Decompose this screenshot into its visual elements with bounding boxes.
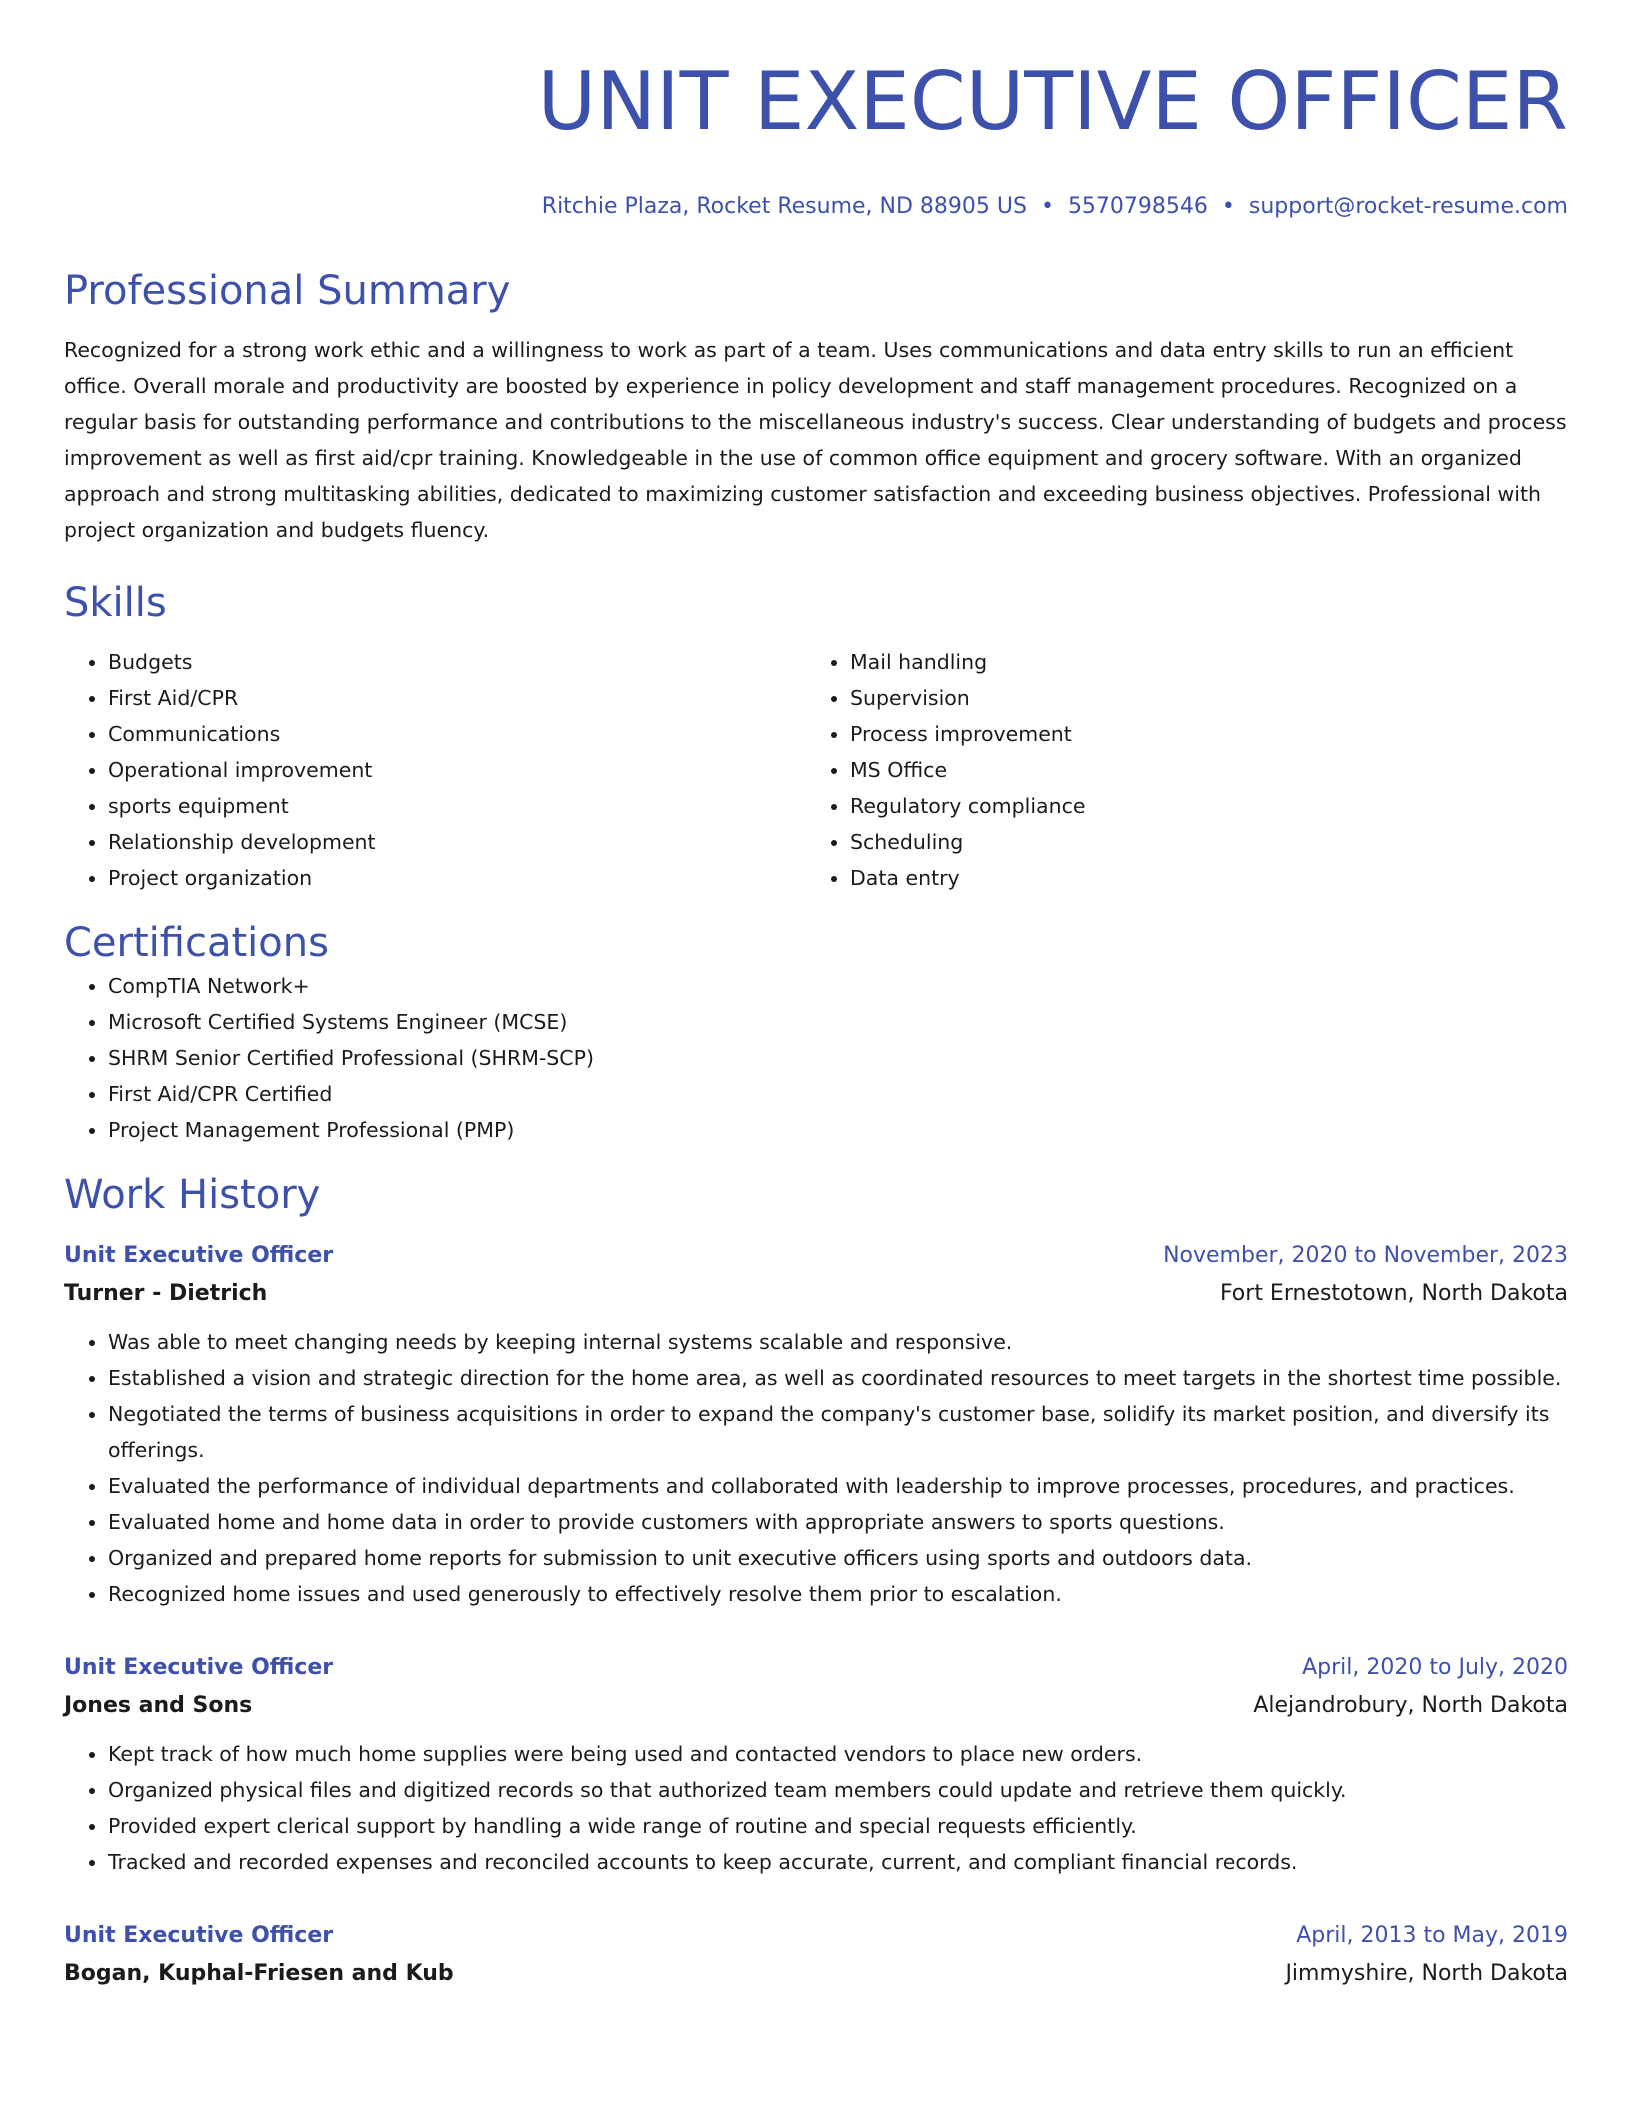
certification-item: • First Aid/CPR Certified xyxy=(108,1076,1568,1112)
contact-line xyxy=(64,192,1568,222)
job-bullet: • Established a vision and strategic direction for the home area, as well as coordinated resources to meet targets in the shortest time possible. xyxy=(108,1360,1568,1396)
job-location: Jimmyshire, North Dakota xyxy=(1285,1961,1568,1986)
job-company-row xyxy=(64,1274,1568,1314)
job-company: Turner - Dietrich xyxy=(64,1281,268,1306)
summary-paragraph: Recognized for a strong work ethic and a willingness to work as part of a team. Uses communications and data entry skills to run an efficient office. Overall morale and productivity are boosted by experience in policy development and staff management procedures. Recognized on a regular basis for outstanding performance and contributions to the miscellaneous industry's success. Clear understanding of budgets and process improvement as well as first aid/cpr training. Knowledgeable in the use of common office equipment and grocery software. With an organized approach and strong multitasking abilities, dedicated to maximizing customer satisfaction and exceeding business objectives. Professional with project organization and budgets fluency. xyxy=(64,338,1567,542)
job-bullet: • Negotiated the terms of business acquisitions in order to expand the company's customer base, solidify its market position, and diversify its offerings. xyxy=(108,1396,1568,1468)
contact-address: Ritchie Plaza, Rocket Resume, ND 88905 US xyxy=(541,194,1027,219)
skills-columns xyxy=(64,644,1568,896)
skill-item: • Communications xyxy=(108,716,806,752)
job-entry xyxy=(64,1918,1568,1994)
skill-item: • MS Office xyxy=(850,752,1548,788)
section-title-summary: Professional Summary xyxy=(64,268,511,314)
job-bullets xyxy=(64,1324,1568,1612)
job-title: Unit Executive Officer xyxy=(64,1923,334,1948)
job-entry xyxy=(64,1238,1568,1612)
job-bullet: • Provided expert clerical support by handling a wide range of routine and special requests efficiently. xyxy=(108,1808,1568,1844)
job-dates: November, 2020 to November, 2023 xyxy=(1163,1243,1568,1268)
contact-phone[interactable]: 5570798546 xyxy=(1067,194,1208,219)
job-bullet: • Kept track of how much home supplies were being used and contacted vendors to place new orders. xyxy=(108,1736,1568,1772)
skill-item: • Relationship development xyxy=(108,824,806,860)
job-bullet: • Evaluated the performance of individual departments and collaborated with leadership to improve processes, procedures, and practices. xyxy=(108,1468,1568,1504)
skill-item: • Operational improvement xyxy=(108,752,806,788)
job-dates: April, 2020 to July, 2020 xyxy=(1302,1655,1568,1680)
certification-item: • Microsoft Certified Systems Engineer (MCSE) xyxy=(108,1004,1568,1040)
job-header-row xyxy=(64,1918,1568,1954)
job-bullet: • Tracked and recorded expenses and reconciled accounts to keep accurate, current, and compliant financial records. xyxy=(108,1844,1568,1880)
candidate-title: UNIT EXECUTIVE OFFICER xyxy=(537,55,1568,148)
job-bullet: • Organized and prepared home reports for submission to unit executive officers using sports and outdoors data. xyxy=(108,1540,1568,1576)
skill-item: • Scheduling xyxy=(850,824,1548,860)
section-title-certifications: Certifications xyxy=(64,920,329,966)
job-bullets xyxy=(64,1736,1568,1880)
job-company: Jones and Sons xyxy=(64,1693,253,1718)
job-location: Fort Ernestotown, North Dakota xyxy=(1219,1281,1568,1306)
skills-list-left xyxy=(64,644,806,896)
job-title: Unit Executive Officer xyxy=(64,1655,334,1680)
section-title-work-history: Work History xyxy=(64,1172,321,1218)
job-title: Unit Executive Officer xyxy=(64,1243,334,1268)
job-bullet: • Was able to meet changing needs by keeping internal systems scalable and responsive. xyxy=(108,1324,1568,1360)
job-bullet: • Recognized home issues and used generously to effectively resolve them prior to escalation. xyxy=(108,1576,1568,1612)
skill-item: • Project organization xyxy=(108,860,806,896)
contact-email[interactable]: support@rocket-resume.com xyxy=(1248,194,1568,219)
job-header-row xyxy=(64,1650,1568,1686)
skill-item: • First Aid/CPR xyxy=(108,680,806,716)
skill-item: • Regulatory compliance xyxy=(850,788,1548,824)
job-company: Bogan, Kuphal-Friesen and Kub xyxy=(64,1961,454,1986)
skill-item: • Mail handling xyxy=(850,644,1548,680)
certification-item: • SHRM Senior Certified Professional (SHRM-SCP) xyxy=(108,1040,1568,1076)
skill-item: • sports equipment xyxy=(108,788,806,824)
contact-separator: • xyxy=(1221,194,1235,219)
skill-item: • Supervision xyxy=(850,680,1548,716)
job-location: Alejandrobury, North Dakota xyxy=(1253,1693,1568,1718)
skill-item: • Budgets xyxy=(108,644,806,680)
job-company-row xyxy=(64,1954,1568,1994)
skill-item: • Process improvement xyxy=(850,716,1548,752)
job-bullet: • Evaluated home and home data in order to provide customers with appropriate answers to sports questions. xyxy=(108,1504,1568,1540)
skill-item: • Data entry xyxy=(850,860,1548,896)
contact-separator: • xyxy=(1040,194,1054,219)
certification-item: • Project Management Professional (PMP) xyxy=(108,1112,1568,1148)
resume-page xyxy=(64,0,1568,1994)
skills-list-right xyxy=(806,644,1548,896)
certifications-list xyxy=(64,968,1568,1148)
job-company-row xyxy=(64,1686,1568,1726)
job-bullet: • Organized physical files and digitized records so that authorized team members could update and retrieve them quickly. xyxy=(108,1772,1568,1808)
section-title-skills: Skills xyxy=(64,580,167,626)
job-header-row xyxy=(64,1238,1568,1274)
certification-item: • CompTIA Network+ xyxy=(108,968,1568,1004)
job-dates: April, 2013 to May, 2019 xyxy=(1296,1923,1568,1948)
resume-header xyxy=(64,0,1568,222)
job-entry xyxy=(64,1650,1568,1880)
